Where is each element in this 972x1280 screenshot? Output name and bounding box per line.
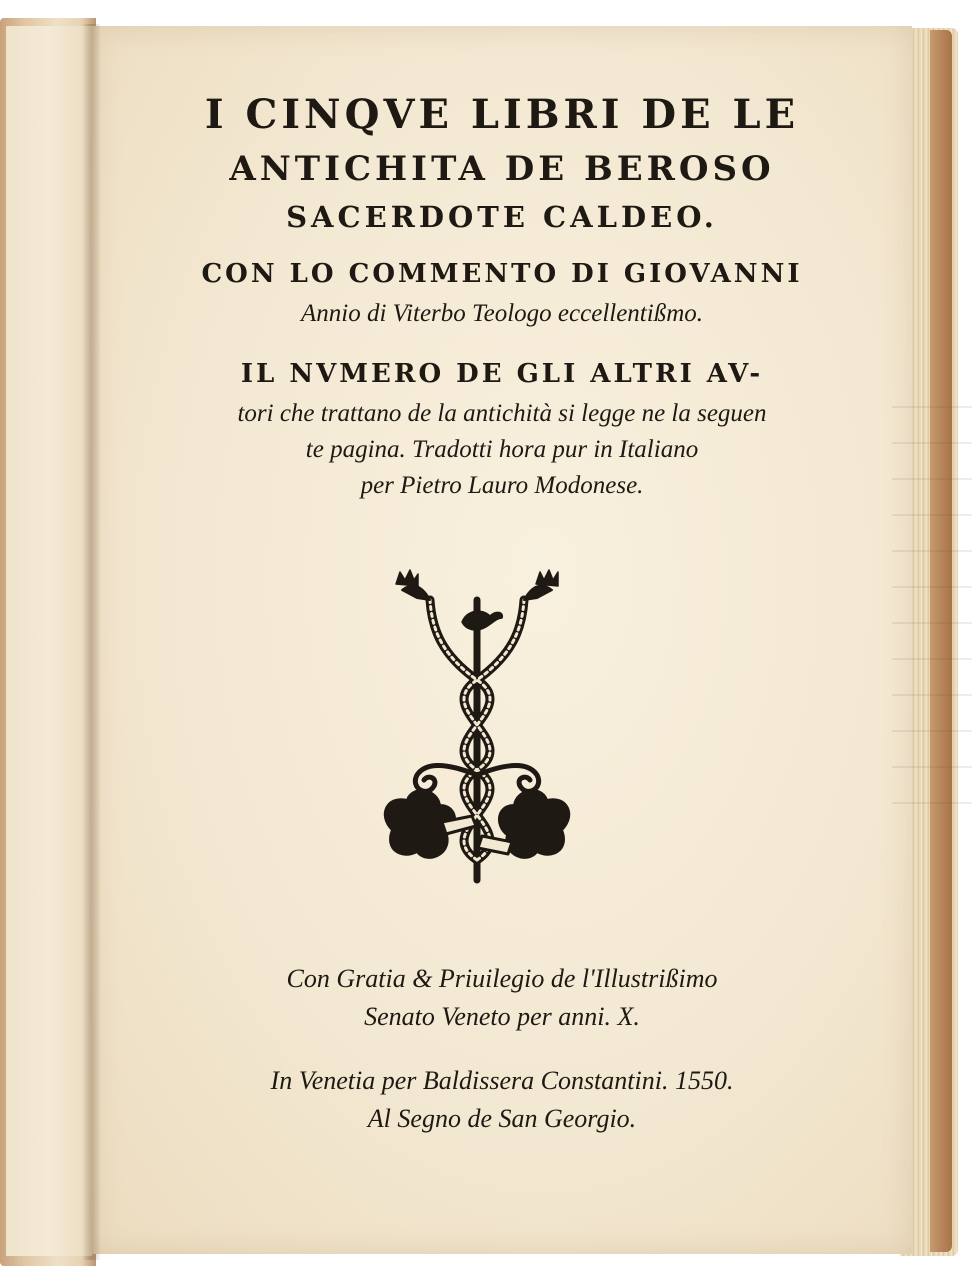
privilege-line-1: Con Gratia & Priuilegio de l'Illustrißimo [286, 964, 718, 993]
privilege-line-2: Senato Veneto per anni. X. [364, 1002, 640, 1031]
privilege-block [92, 960, 912, 1036]
title-line-1: I CINQVE LIBRI DE LE [204, 91, 800, 138]
commento-line: CON LO COMMENTO DI GIOVANNI [201, 259, 803, 289]
author-line: Annio di Viterbo Teologo eccellentißmo. [300, 300, 703, 327]
imprint-line-1: In Venetia per Baldissera Constantini. 1550. [270, 1066, 734, 1095]
title-block [92, 86, 912, 504]
title-line-2: ANTICHITA DE BEROSO [229, 149, 775, 189]
numero-text-2: te pagina. Tradotti hora pur in Italiano [305, 436, 699, 463]
imprint-block [92, 1062, 912, 1138]
imprint-line-2: Al Segno de San Georgio. [367, 1104, 637, 1133]
title-line-3: SACERDOTE CALDEO. [286, 200, 718, 234]
numero-text-3: per Pietro Lauro Modonese. [360, 472, 644, 499]
numero-line: IL NVMERO DE GLI ALTRI AV- [240, 359, 764, 389]
caduceus-printers-device-icon [372, 560, 582, 900]
numero-text-1: tori che trattano de la antichità si legge ne la seguen [237, 400, 767, 427]
left-page [6, 26, 92, 1256]
